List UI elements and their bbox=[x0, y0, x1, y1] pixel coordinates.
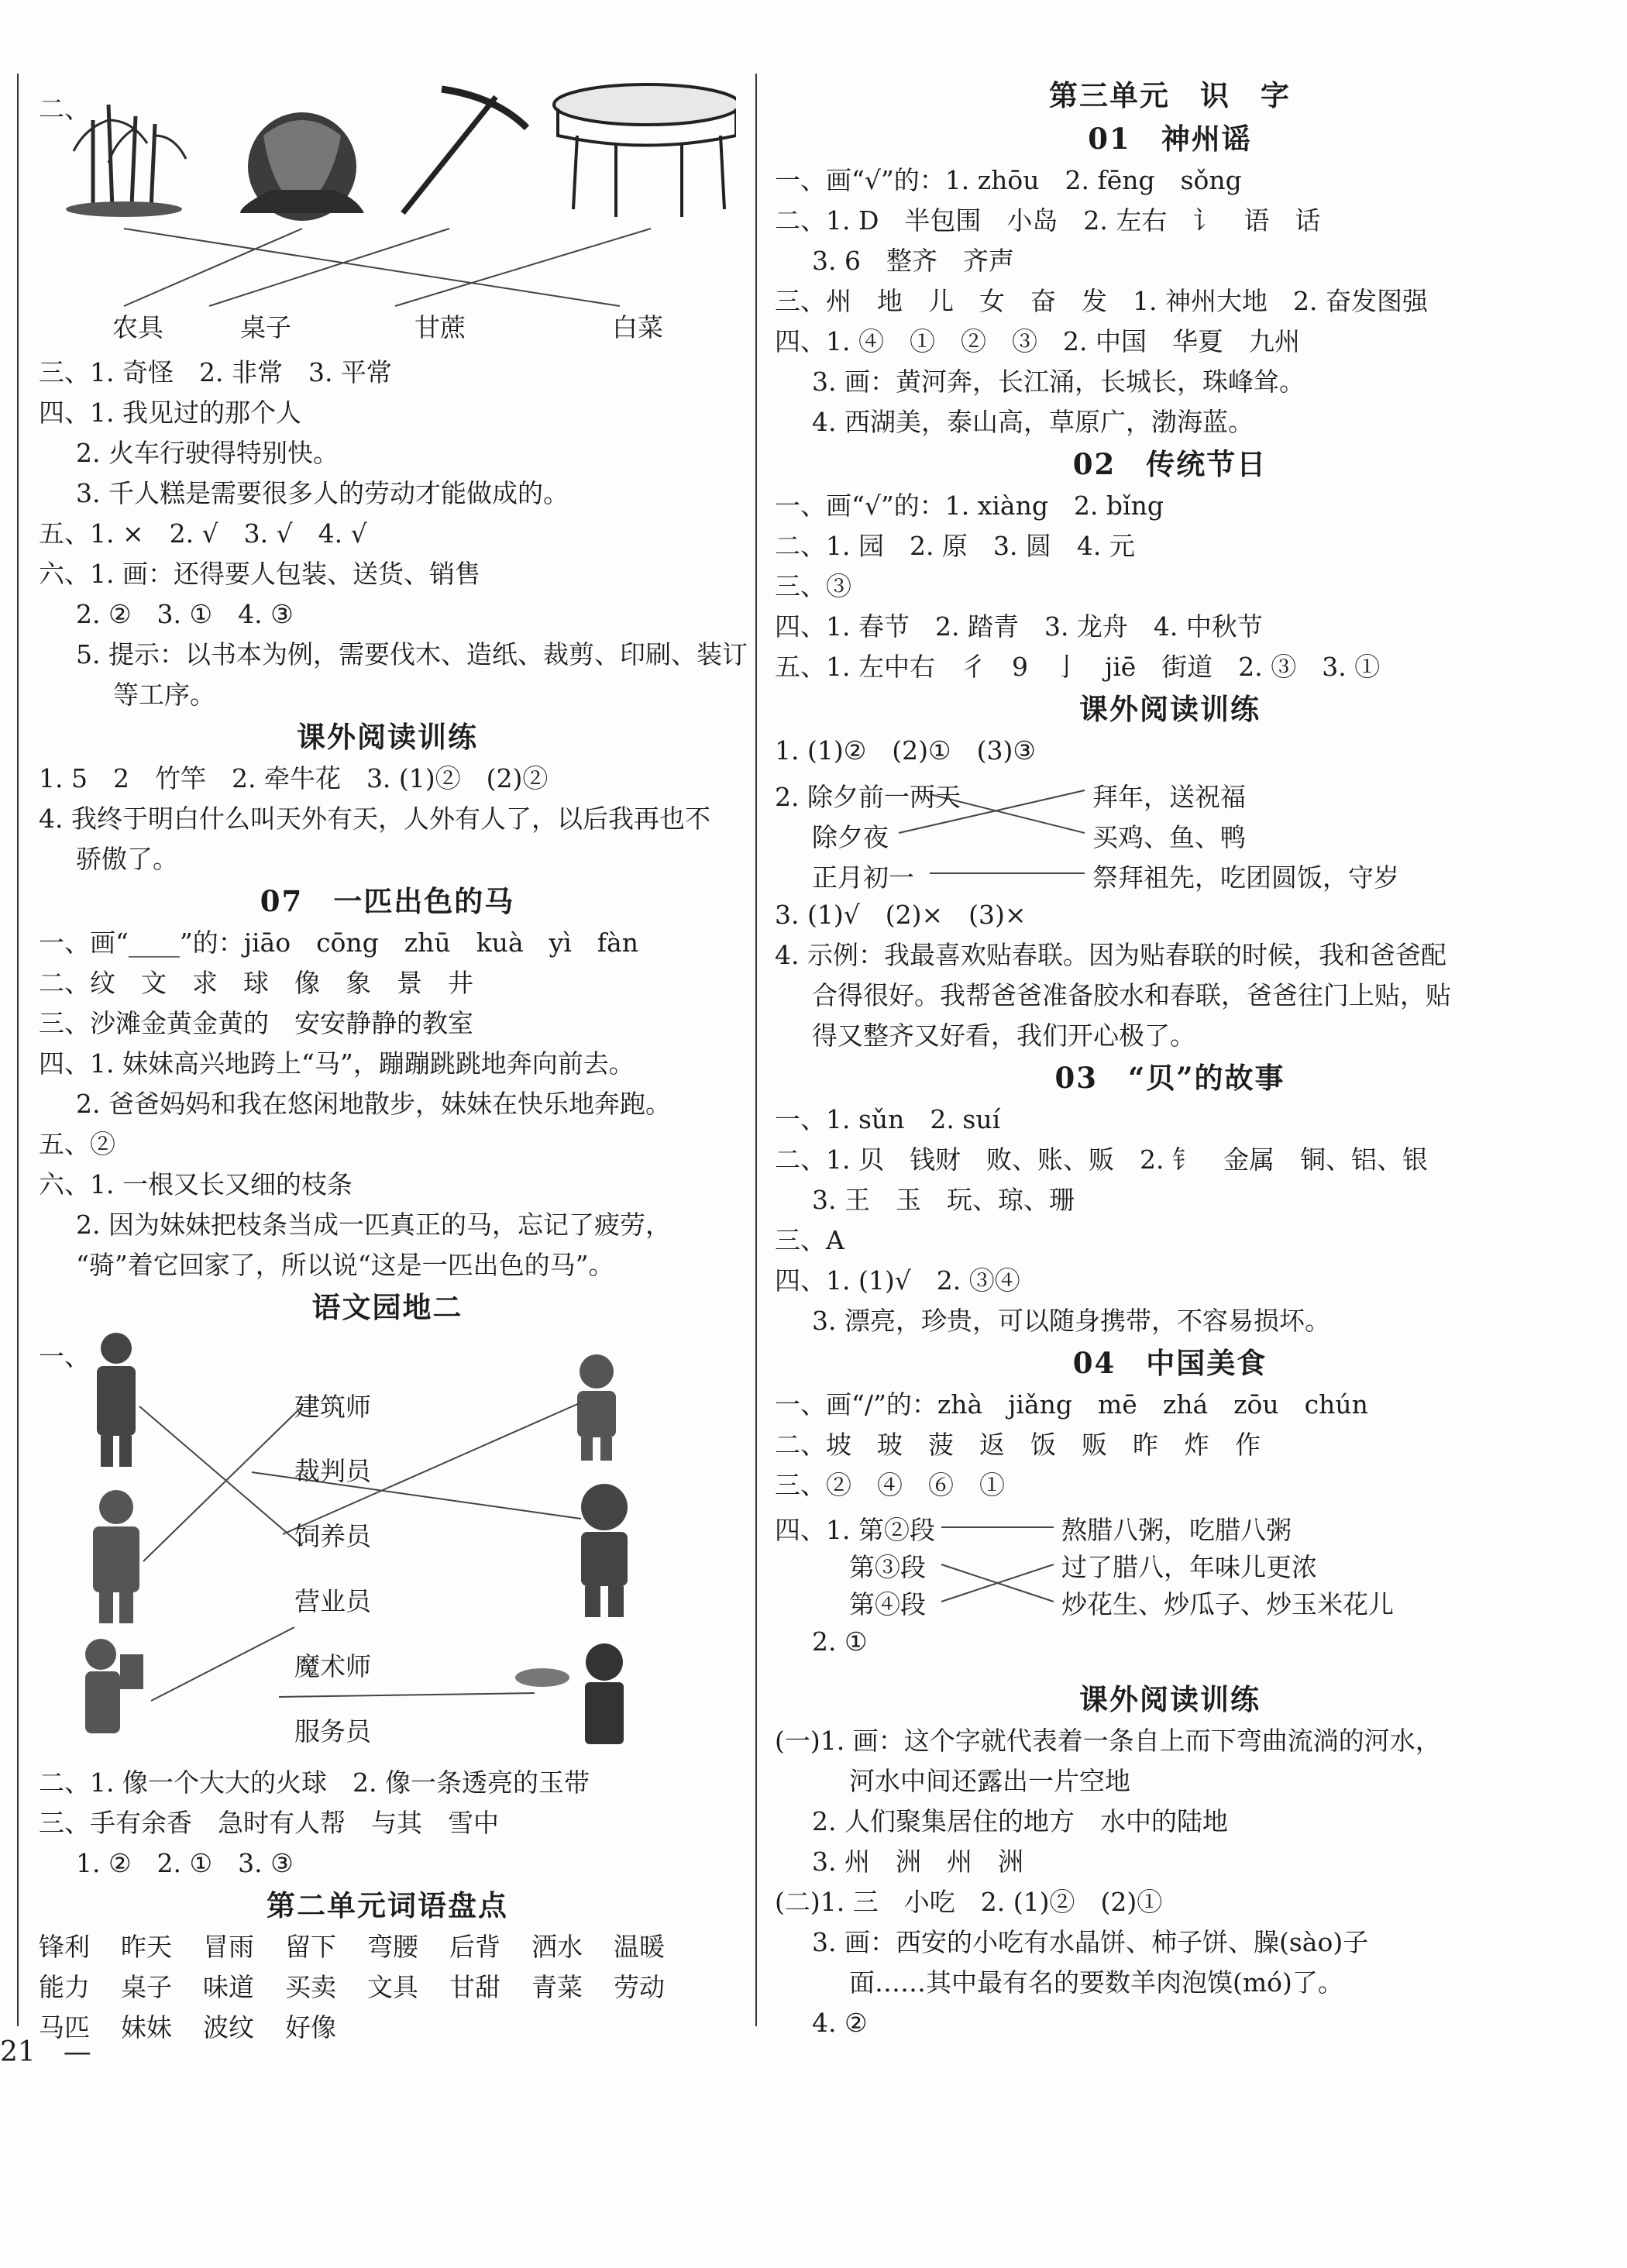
match-left-item: 第④段 bbox=[849, 1589, 926, 1619]
job-label: 营业员 bbox=[294, 1586, 371, 1616]
round-table-picture bbox=[554, 84, 736, 217]
answer-line: 一、1. sǔn 2. suí bbox=[775, 1104, 1001, 1134]
festival-matching-exercise bbox=[775, 771, 1565, 895]
section-heading: 课外阅读训练 bbox=[297, 720, 478, 754]
person-zookeeper bbox=[577, 1354, 616, 1461]
answer-line: 3. 州 洲 州 洲 bbox=[812, 1846, 1023, 1877]
answer-line: 三、沙滩金黄金黄的 安安静静的教室 bbox=[39, 1008, 473, 1038]
people-pictures bbox=[39, 1329, 736, 1763]
answer-line: 3. (1)√ (2)× (3)× bbox=[775, 900, 1027, 930]
answer-line: 5. 提示：以书本为例，需要伐木、造纸、裁剪、印刷、装订 bbox=[76, 639, 748, 669]
person-magician bbox=[85, 1639, 143, 1733]
answer-line: 三、州 地 儿 女 奋 发 1. 神州大地 2. 奋发图强 bbox=[775, 286, 1428, 316]
match-right-item: 买鸡、鱼、鸭 bbox=[1092, 822, 1246, 852]
match-left-item: 除夕夜 bbox=[812, 822, 889, 852]
answer-line: “骑”着它回家了，所以说“这是一匹出色的马”。 bbox=[76, 1250, 614, 1280]
person-waiter-left bbox=[97, 1333, 136, 1467]
answer-line: 骄傲了。 bbox=[76, 844, 178, 874]
answer-line: 五、1. 左中右 彳 9 亅 jiē 街道 2. ③ 3. ① bbox=[775, 652, 1381, 682]
answer-line: 4. 我终于明白什么叫天外有天，人外有人了，以后我再也不 bbox=[39, 804, 710, 834]
match-right-item: 过了腊八，年味儿更浓 bbox=[1061, 1552, 1317, 1582]
answer-line: 二、1. D 半包围 小岛 2. 左右 讠 语 话 bbox=[775, 205, 1321, 236]
answer-line: 3. 6 整齐 齐声 bbox=[812, 246, 1014, 276]
answer-line: 面……其中最有名的要数羊肉泡馍(mó)了。 bbox=[849, 1967, 1343, 1998]
job-label: 建筑师 bbox=[294, 1392, 371, 1422]
lesson-heading: 07 一匹出色的马 bbox=[260, 884, 515, 918]
answer-line: 二、纹 文 求 球 像 象 景 井 bbox=[39, 968, 473, 998]
job-label: 魔术师 bbox=[294, 1651, 371, 1681]
column-divider bbox=[755, 74, 757, 2026]
match-right-item: 祭拜祖先，吃团圆饭，守岁 bbox=[1092, 862, 1399, 893]
answer-line: 三、③ bbox=[775, 571, 851, 601]
answer-line: 1. 5 2 竹竿 2. 牵牛花 3. (1)② (2)② bbox=[39, 763, 549, 793]
answer-line: 2. 火车行驶得特别快。 bbox=[76, 438, 339, 468]
answer-line: 2. 爸爸妈妈和我在悠闲地散步，妹妹在快乐地奔跑。 bbox=[76, 1089, 671, 1119]
answer-line: 1. ② 2. ① 3. ③ bbox=[76, 1848, 294, 1878]
cabbage-picture bbox=[240, 112, 364, 221]
label-table: 桌子 bbox=[240, 312, 291, 342]
lesson-heading: 02 传统节日 bbox=[1072, 447, 1268, 481]
answer-line: 2. ① bbox=[812, 1626, 868, 1657]
paragraph-matching-exercise bbox=[775, 1506, 1565, 1622]
object-matching-exercise bbox=[39, 74, 736, 353]
job-label: 裁判员 bbox=[294, 1456, 371, 1486]
answer-line: 4. 西湖美，泰山高，草原广，渤海蓝。 bbox=[812, 407, 1254, 437]
answer-line: 二、坡 玻 菠 返 饭 贩 昨 炸 作 bbox=[775, 1430, 1261, 1460]
lesson-heading: 04 中国美食 bbox=[1072, 1346, 1268, 1380]
pickaxe-picture bbox=[403, 89, 527, 213]
section-label: 一、 bbox=[39, 1341, 90, 1371]
match-left-item: 第③段 bbox=[849, 1552, 926, 1582]
section-heading: 课外阅读训练 bbox=[1079, 692, 1261, 726]
answer-line: 二、1. 园 2. 原 3. 圆 4. 元 bbox=[775, 531, 1135, 561]
answer-line: 四、1. ④ ① ② ③ 2. 中国 华夏 九州 bbox=[775, 326, 1300, 356]
matching-lines bbox=[124, 229, 651, 306]
answer-line: 六、1. 画：还得要人包装、送货、销售 bbox=[39, 559, 480, 589]
match-left-item: 四、1. 第②段 bbox=[775, 1515, 935, 1545]
answer-line: 一、画“/”的：zhà jiǎng mē zhá zōu chún bbox=[775, 1389, 1368, 1420]
answer-line: (二)1. 三 小吃 2. (1)② (2)① bbox=[775, 1887, 1163, 1917]
left-column bbox=[39, 74, 748, 2048]
answer-line: 2. 人们聚集居住的地方 水中的陆地 bbox=[812, 1806, 1228, 1836]
word-row: 锋利 昨天 冒雨 留下 弯腰 后背 洒水 温暖 bbox=[39, 1932, 665, 1962]
answer-line: 四、1. 妹妹高兴地跨上“马”，蹦蹦跳跳地奔向前去。 bbox=[39, 1048, 635, 1079]
job-label: 服务员 bbox=[294, 1716, 371, 1747]
lesson-heading: 03 “贝”的故事 bbox=[1054, 1061, 1285, 1095]
answer-line: 四、1. (1)√ 2. ③④ bbox=[775, 1265, 1020, 1296]
label-cabbage: 白菜 bbox=[612, 312, 663, 342]
answer-line: 二、1. 像一个大大的火球 2. 像一条透亮的玉带 bbox=[39, 1767, 590, 1798]
answer-line: 一、画“√”的：1. zhōu 2. fēng sǒng bbox=[775, 165, 1242, 195]
section-heading: 第二单元词语盘点 bbox=[267, 1888, 508, 1922]
match-right-item: 炒花生、炒瓜子、炒玉米花儿 bbox=[1061, 1589, 1394, 1619]
match-right-item: 拜年，送祝福 bbox=[1092, 782, 1246, 812]
answer-line: 2. ② 3. ① 4. ③ bbox=[76, 599, 294, 629]
answer-line: 五、② bbox=[39, 1129, 115, 1159]
unit-heading: 第三单元 识 字 bbox=[1049, 78, 1291, 112]
right-column bbox=[775, 74, 1565, 2043]
answer-line: 得又整齐又好看，我们开心极了。 bbox=[812, 1020, 1195, 1051]
match-left-item: 2. 除夕前一两天 bbox=[775, 782, 961, 812]
section-heading: 语文园地二 bbox=[311, 1290, 463, 1324]
answer-line: 3. 千人糕是需要很多人的劳动才能做成的。 bbox=[76, 478, 569, 508]
answer-line: 3. 画：黄河奔，长江涌，长城长，珠峰耸。 bbox=[812, 367, 1305, 397]
person-builder bbox=[93, 1490, 139, 1623]
answer-line: 三、1. 奇怪 2. 非常 3. 平常 bbox=[39, 357, 392, 387]
word-row: 马匹 妹妹 波纹 好像 bbox=[39, 2012, 336, 2043]
answer-line: 河水中间还露出一片空地 bbox=[849, 1766, 1130, 1796]
answer-line: 合得很好。我帮爸爸准备胶水和春联，爸爸往门上贴，贴 bbox=[812, 980, 1451, 1010]
answer-line: 三、手有余香 急时有人帮 与其 雪中 bbox=[39, 1808, 499, 1838]
job-matching-exercise bbox=[39, 1329, 736, 1763]
section-label: 二、 bbox=[39, 94, 90, 124]
person-referee bbox=[581, 1484, 628, 1617]
answer-line: 3. 画：西安的小吃有水晶饼、柿子饼、臊(sào)子 bbox=[812, 1927, 1369, 1957]
answer-line: 三、② ④ ⑥ ① bbox=[775, 1470, 1005, 1500]
label-sugarcane: 甘蔗 bbox=[414, 312, 466, 342]
answer-line: 二、1. 贝 钱财 败、账、贩 2. 钅 金属 铜、铝、银 bbox=[775, 1144, 1428, 1175]
answer-line: 三、A bbox=[775, 1225, 844, 1255]
answer-line: 4. ② bbox=[812, 2008, 868, 2038]
answer-line: 一、画“____”的：jiāo cōng zhū kuà yì fàn bbox=[39, 928, 638, 958]
section-heading: 课外阅读训练 bbox=[1079, 1682, 1261, 1716]
left-margin-rule bbox=[17, 74, 19, 2026]
word-row: 能力 桌子 味道 买卖 文具 甘甜 青菜 劳动 bbox=[39, 1972, 665, 2002]
answer-line: 一、画“√”的：1. xiàng 2. bǐng bbox=[775, 490, 1164, 521]
job-label: 饲养员 bbox=[294, 1521, 371, 1551]
answer-line: 3. 漂亮，珍贵，可以随身携带，不容易损坏。 bbox=[812, 1306, 1330, 1336]
answer-line: 六、1. 一根又长又细的枝条 bbox=[39, 1169, 353, 1199]
label-farm-tool: 农具 bbox=[112, 312, 163, 342]
match-left-item: 正月初一 bbox=[812, 862, 914, 893]
answer-line: 1. (1)② (2)① (3)③ bbox=[775, 735, 1036, 766]
answer-line: 五、1. × 2. √ 3. √ 4. √ bbox=[39, 518, 367, 549]
answer-line: 4. 示例：我最喜欢贴春联。因为贴春联的时候，我和爸爸配 bbox=[775, 940, 1446, 970]
answer-line: 等工序。 bbox=[113, 680, 215, 710]
sugarcane-picture bbox=[74, 105, 186, 209]
page-number: 21 — bbox=[0, 2036, 91, 2068]
answer-line: (一)1. 画：这个字就代表着一条自上而下弯曲流淌的河水， bbox=[775, 1726, 1441, 1756]
lesson-heading: 01 神州谣 bbox=[1088, 122, 1252, 156]
match-right-item: 熬腊八粥，吃腊八粥 bbox=[1061, 1515, 1292, 1545]
answer-line: 3. 王 玉 玩、琼、珊 bbox=[812, 1185, 1075, 1215]
answer-line: 四、1. 春节 2. 踏青 3. 龙舟 4. 中秋节 bbox=[775, 611, 1263, 642]
answer-line: 2. 因为妹妹把枝条当成一匹真正的马，忘记了疲劳， bbox=[76, 1210, 671, 1240]
answer-line: 四、1. 我见过的那个人 bbox=[39, 398, 301, 428]
